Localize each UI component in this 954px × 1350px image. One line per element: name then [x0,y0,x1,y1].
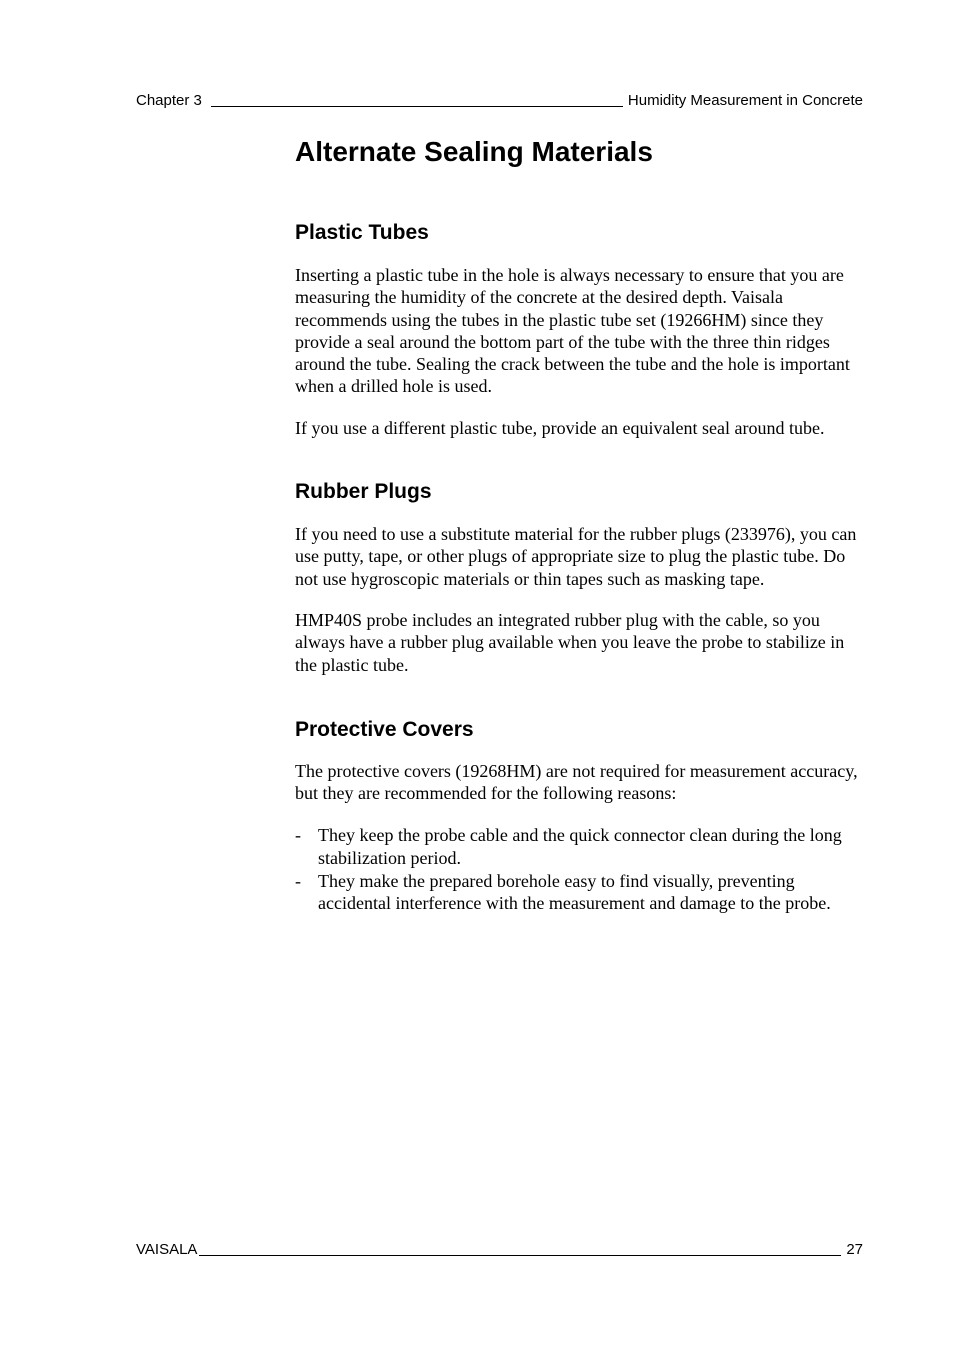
paragraph: If you use a different plastic tube, provide an equivalent seal around tube. [295,417,825,438]
main-content [295,132,865,915]
paragraph: HMP40S probe includes an integrated rubber plug with the cable, so you always have a rubber plug available when you leave the probe to stabilize in the plastic tube. [295,609,845,675]
header-rule [211,106,623,107]
bullet-list [295,824,865,914]
list-item-text: They keep the probe cable and the quick connector clean during the long stabilization period. [318,825,842,868]
bullet-marker: - [295,825,301,846]
list-item-text: They make the prepared borehole easy to find visually, preventing accidental interference with the measurement and damage to the probe. [318,871,831,914]
page-title: Alternate Sealing Materials [295,136,653,167]
running-footer [136,1239,863,1259]
company-name: VAISALA [136,1241,198,1258]
section-heading-plastic-tubes: Plastic Tubes [295,221,429,244]
section-heading-protective-covers: Protective Covers [295,717,474,741]
paragraph: Inserting a plastic tube in the hole is always necessary to ensure that you are measuring the humidity of the concrete at the desired depth. Vaisala recommends using the tubes in the plastic tube set (19266HM) since they provide a seal around the bottom part of the tube with the three thin ridges around the tube. Sealing the crack between the tube and the hole is important when a drilled hole is used. [295,265,850,397]
running-header [136,90,863,110]
page-number: 27 [846,1241,863,1258]
list-item [295,870,865,915]
list-item [295,824,865,869]
bullet-marker: - [295,871,301,892]
paragraph: The protective covers (19268HM) are not required for measurement accuracy, but they are recommended for the following reasons: [295,760,858,804]
chapter-label: Chapter 3 [136,92,202,109]
paragraph: If you need to use a substitute material for the rubber plugs (233976), you can use putty, tape, or other plugs of appropriate size to plug the plastic tube. Do not use hygroscopic materials or thin tapes such as masking tape. [295,524,857,589]
chapter-title: Humidity Measurement in Concrete [627,92,863,109]
section-heading-rubber-plugs: Rubber Plugs [295,480,432,504]
footer-rule [199,1255,841,1256]
